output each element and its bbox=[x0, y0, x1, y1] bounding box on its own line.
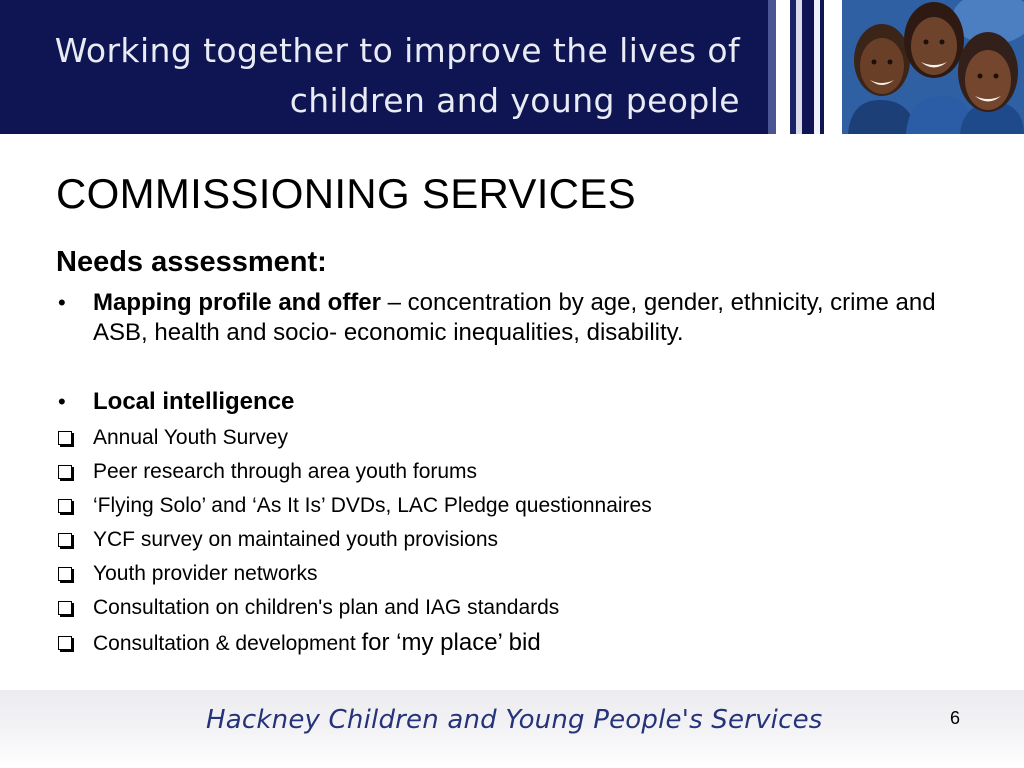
bullet-marker: • bbox=[58, 389, 66, 414]
page-number: 6 bbox=[950, 708, 961, 728]
checklist-item: YCF survey on maintained youth provisions bbox=[56, 527, 956, 553]
slide-title: COMMISSIONING SERVICES bbox=[56, 170, 636, 217]
checkbox-icon bbox=[58, 636, 72, 650]
children-photo bbox=[842, 0, 1024, 134]
checkbox-icon bbox=[58, 533, 72, 547]
footer-organization: Hackney Children and Young People's Services bbox=[206, 705, 823, 735]
checklist-item: Peer research through area youth forums bbox=[56, 459, 956, 485]
checklist-item-text: Consultation & development bbox=[93, 632, 362, 655]
checkbox-icon bbox=[58, 431, 72, 445]
checklist-item: ‘Flying Solo’ and ‘As It Is’ DVDs, LAC Pledge questionnaires bbox=[56, 493, 956, 519]
bullet-marker: • bbox=[58, 290, 66, 315]
bullet-mapping-profile bbox=[56, 288, 956, 348]
bullet-local-intelligence bbox=[56, 387, 956, 417]
tagline-line-2: children and young people bbox=[289, 81, 740, 120]
header-tagline bbox=[55, 26, 740, 126]
checkbox-icon bbox=[58, 601, 72, 615]
checklist-item-tail: for ‘my place’ bid bbox=[361, 629, 541, 656]
checkbox-icon bbox=[58, 465, 72, 479]
checkbox-icon bbox=[58, 567, 72, 581]
checklist-item: Consultation on children's plan and IAG standards bbox=[56, 595, 956, 621]
bullet-bold-label: Local intelligence bbox=[93, 388, 295, 415]
bullet-description: – concentration by age, gender, ethnicity, crime and ASB, health and socio- economic inequalities, disability. bbox=[93, 289, 936, 346]
checklist-item bbox=[56, 630, 956, 657]
header-banner bbox=[0, 0, 1024, 134]
bullet-bold-label: Mapping profile and offer bbox=[93, 289, 381, 316]
checklist-item: Youth provider networks bbox=[56, 561, 956, 587]
tagline-line-1: Working together to improve the lives of bbox=[54, 31, 740, 70]
section-heading: Needs assessment: bbox=[56, 246, 327, 278]
checkbox-icon bbox=[58, 499, 72, 513]
checklist-item: Annual Youth Survey bbox=[56, 425, 956, 451]
decorative-stripes bbox=[768, 0, 842, 134]
